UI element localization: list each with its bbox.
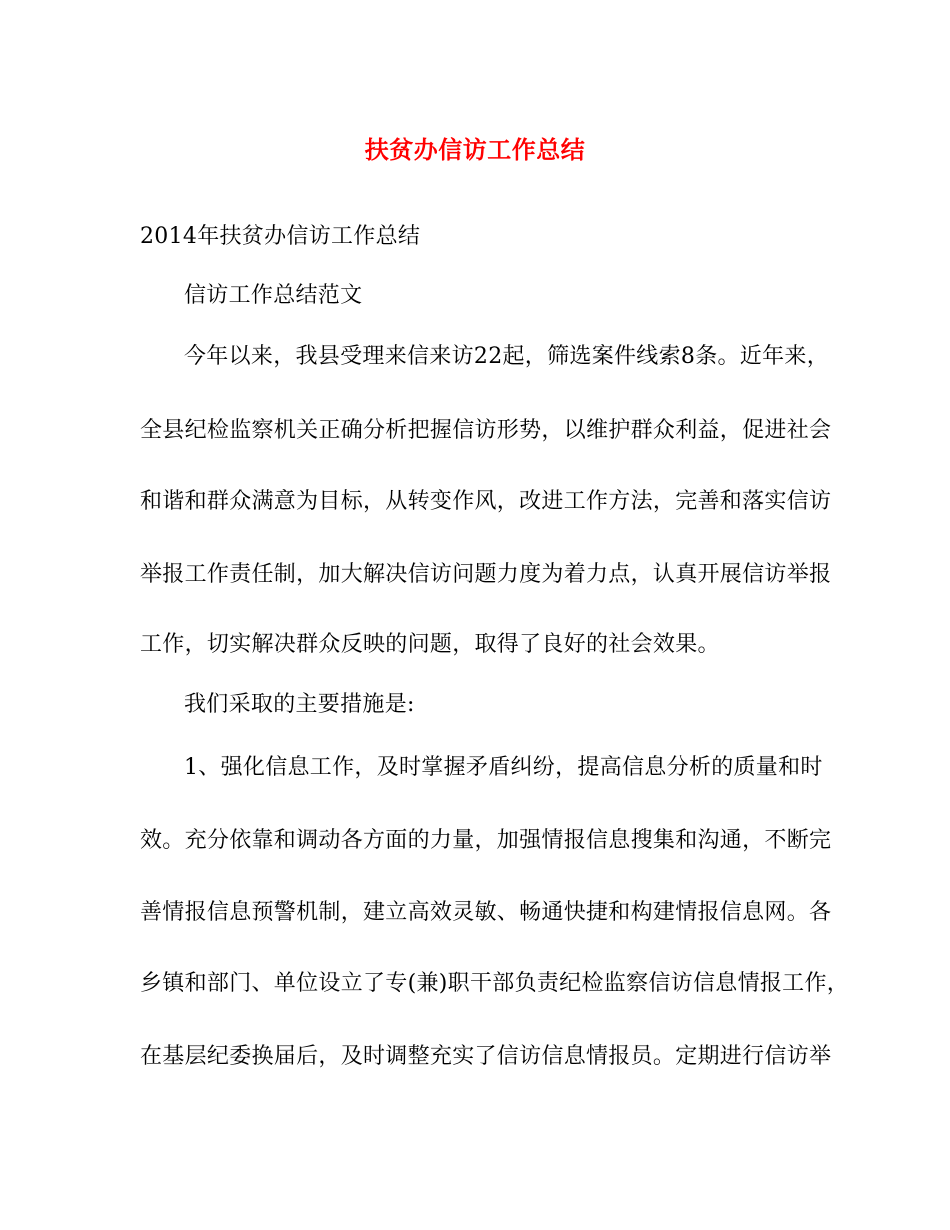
document-title: 扶贫办信访工作总结 <box>364 135 586 164</box>
paragraph-line: 和谐和群众满意为目标，从转变作风，改进工作方法，完善和落实信访 <box>140 489 832 514</box>
paragraph-line: 效。充分依靠和调动各方面的力量，加强情报信息搜集和沟通，不断完 <box>140 828 832 853</box>
paragraph-line: 1、强化信息工作，及时掌握矛盾纠纷，提高信息分析的质量和时 <box>184 755 823 780</box>
paragraph-line: 举报工作责任制，加大解决信访问题力度为着力点，认真开展信访举报 <box>140 562 832 587</box>
paragraph-line: 善情报信息预警机制，建立高效灵敏、畅通快捷和构建情报信息网。各 <box>140 900 832 925</box>
paragraph-line: 在基层纪委换届后，及时调整充实了信访信息情报员。定期进行信访举 <box>140 1044 832 1069</box>
paragraph-line: 乡镇和部门、单位设立了专(兼)职干部负责纪检监察信访信息情报工作， <box>140 971 850 996</box>
paragraph-line: 全县纪检监察机关正确分析把握信访形势，以维护群众利益，促进社会 <box>140 418 832 443</box>
section-heading: 信访工作总结范文 <box>184 283 363 308</box>
paragraph-line: 今年以来，我县受理来信来访22起，筛选案件线索8条。近年来， <box>184 344 829 369</box>
paragraph-line: 我们采取的主要措施是: <box>184 692 415 717</box>
paragraph-line: 工作，切实解决群众反映的问题，取得了良好的社会效果。 <box>140 632 720 657</box>
document-subtitle: 2014年扶贫办信访工作总结 <box>140 224 421 249</box>
